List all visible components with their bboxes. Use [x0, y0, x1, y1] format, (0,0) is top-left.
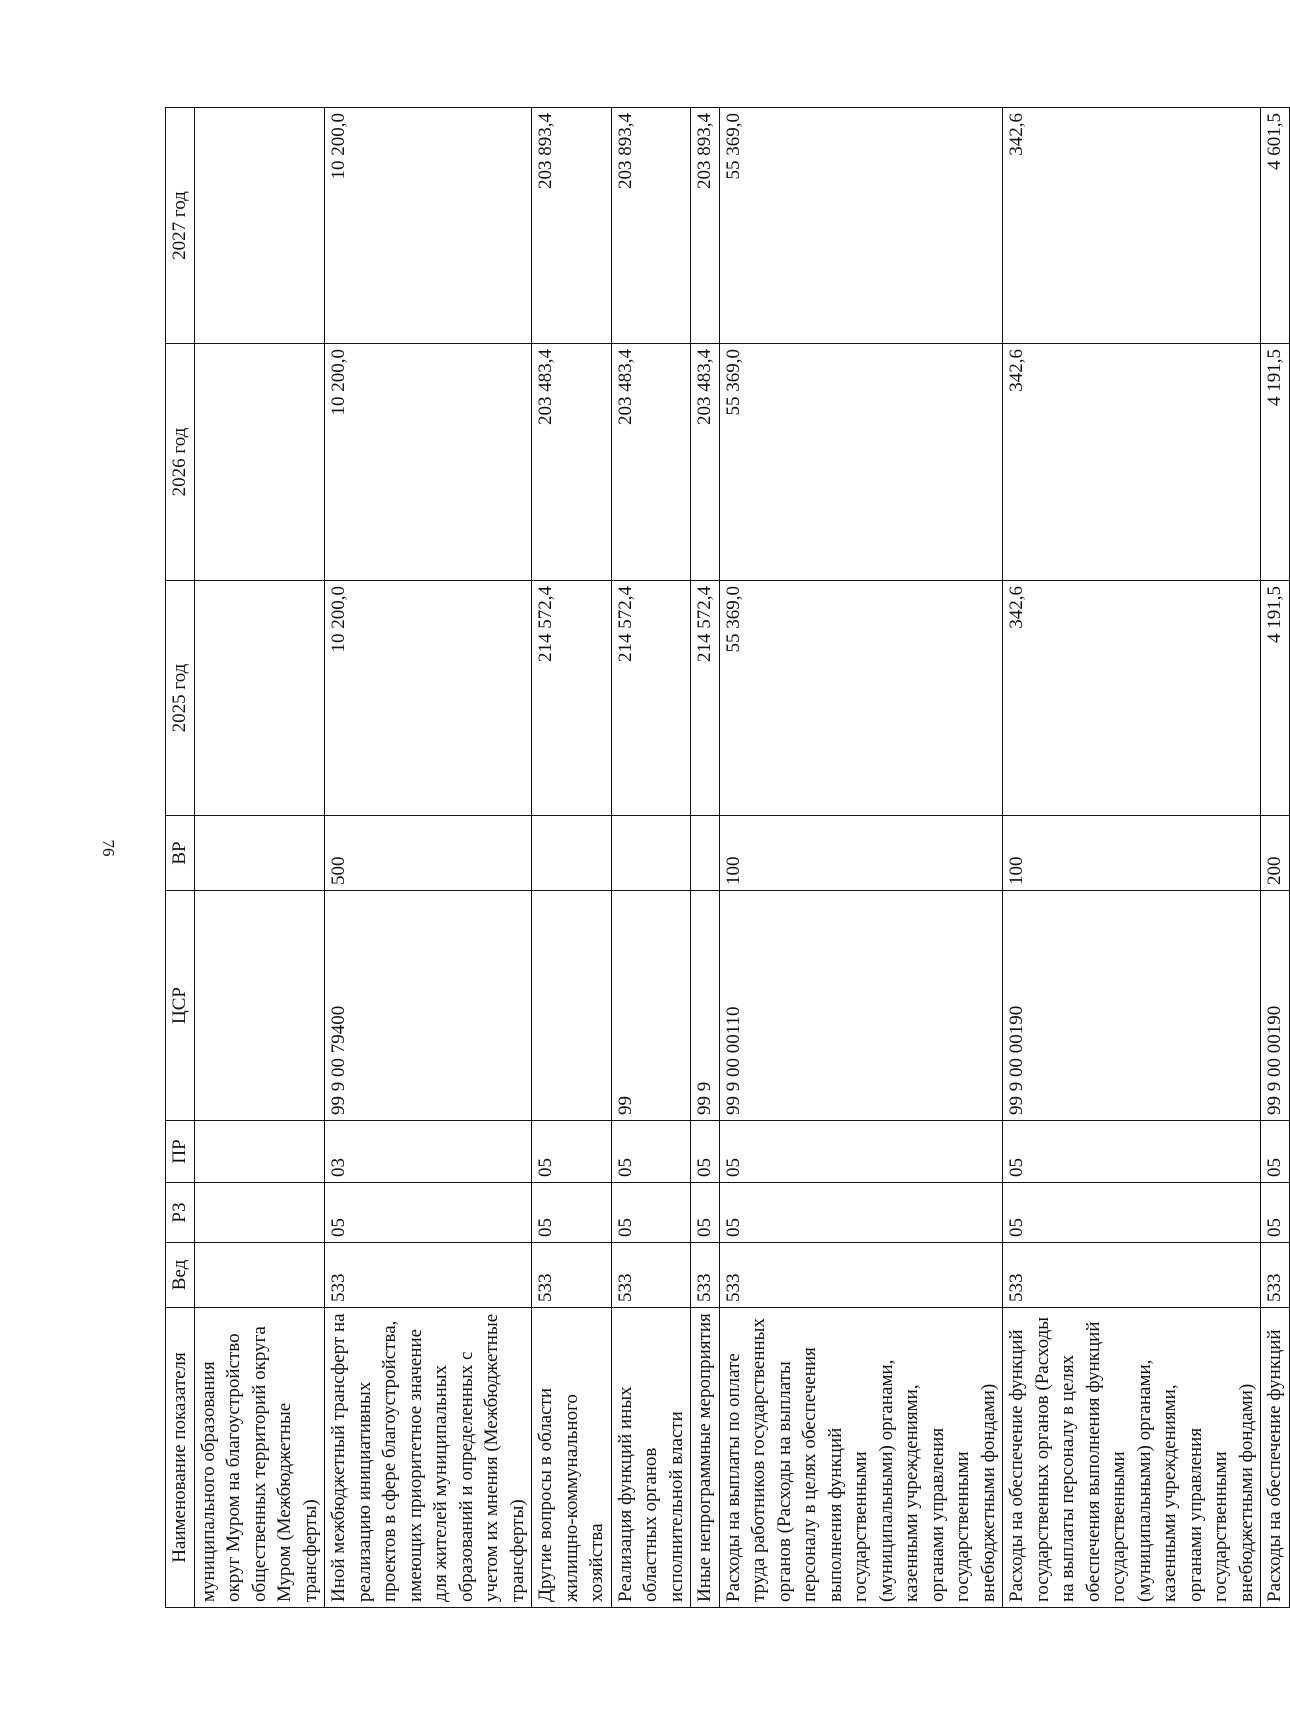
cell-pr: 05: [1003, 1121, 1261, 1183]
cell-vr: 100: [719, 816, 1003, 891]
cell-ved: [194, 1243, 325, 1308]
cell-pr: 05: [1261, 1121, 1290, 1183]
table-row: [691, 108, 720, 1608]
table-row: [194, 108, 325, 1608]
cell-2027: 55 369,0: [719, 108, 1003, 344]
cell-rz: 05: [1003, 1183, 1261, 1243]
table-row: [325, 108, 532, 1608]
cell-pr: 05: [611, 1121, 691, 1183]
cell-2025: [194, 581, 325, 816]
cell-2027: 203 893,4: [611, 108, 691, 344]
cell-csr: [532, 891, 612, 1121]
cell-2027: 4 601,5: [1261, 108, 1290, 344]
cell-rz: 05: [691, 1183, 720, 1243]
cell-2027: 203 893,4: [532, 108, 612, 344]
cell-name: Иные непрограммные мероприятия: [691, 1308, 720, 1608]
cell-2026: 203 483,4: [691, 344, 720, 581]
cell-csr: 99 9: [691, 891, 720, 1121]
cell-2025: 214 572,4: [532, 581, 612, 816]
cell-2025: 10 200,0: [325, 581, 532, 816]
cell-csr: 99 9 00 00110: [719, 891, 1003, 1121]
cell-ved: 533: [325, 1243, 532, 1308]
cell-csr: 99 9 00 00190: [1003, 891, 1261, 1121]
table-row: [532, 108, 612, 1608]
cell-name: Реализация функций иных областных органов исполнительной власти: [611, 1308, 691, 1608]
cell-vr: [691, 816, 720, 891]
cell-rz: 05: [1261, 1183, 1290, 1243]
header-2026: 2026 год: [166, 344, 195, 581]
cell-ved: 533: [1003, 1243, 1261, 1308]
cell-pr: 05: [691, 1121, 720, 1183]
header-ved: Вед: [166, 1243, 195, 1308]
cell-2026: 10 200,0: [325, 344, 532, 581]
cell-2025: 4 191,5: [1261, 581, 1290, 816]
header-vr: ВР: [166, 816, 195, 891]
cell-rz: 05: [719, 1183, 1003, 1243]
header-2027: 2027 год: [166, 108, 195, 344]
header-csr: ЦСР: [166, 891, 195, 1121]
rotated-page: [165, 108, 1285, 1608]
cell-2027: 10 200,0: [325, 108, 532, 344]
cell-name: муниципального образования округ Муром на благоустройство общественных территорий округа Муром (Межбюджетные трансферты): [194, 1308, 325, 1608]
header-pr: ПР: [166, 1121, 195, 1183]
header-2025: 2025 год: [166, 581, 195, 816]
cell-name: Расходы на обеспечение функций государственных органов (Расходы на выплаты персоналу в целях обеспечения выполнения функций государственными (муниципальными) органами, казенными учреждениями, органами управления государственными внебюджетными фондами): [1003, 1308, 1261, 1608]
cell-2026: 4 191,5: [1261, 344, 1290, 581]
cell-ved: 533: [532, 1243, 612, 1308]
cell-csr: [194, 891, 325, 1121]
table-row: [1261, 108, 1290, 1608]
cell-2026: 203 483,4: [611, 344, 691, 581]
cell-name: Другие вопросы в области жилищно-коммунального хозяйства: [532, 1308, 612, 1608]
header-name: Наименование показателя: [166, 1308, 195, 1608]
cell-ved: 533: [611, 1243, 691, 1308]
cell-name: Иной межбюджетный трансферт на реализацию инициативных проектов в сфере благоустройства, имеющих приоритетное значение для жителей муниципальных образований и определенных с учетом их мнения (Межбюджетные трансферты): [325, 1308, 532, 1608]
table-row: [1003, 108, 1261, 1608]
cell-2026: 55 369,0: [719, 344, 1003, 581]
cell-2026: 342,6: [1003, 344, 1261, 581]
cell-vr: 500: [325, 816, 532, 891]
cell-rz: [194, 1183, 325, 1243]
cell-vr: 200: [1261, 816, 1290, 891]
cell-vr: [611, 816, 691, 891]
cell-pr: 05: [532, 1121, 612, 1183]
cell-2025: 214 572,4: [691, 581, 720, 816]
cell-rz: 05: [532, 1183, 612, 1243]
cell-name: Расходы на обеспечение функций: [1261, 1308, 1290, 1608]
header-rz: РЗ: [166, 1183, 195, 1243]
cell-vr: [194, 816, 325, 891]
cell-name: Расходы на выплаты по оплате труда работников государственных органов (Расходы на выплаты персоналу в целях обеспечения выполнения функций государственными (муниципальными) органами, казенными учреждениями, органами управления государственными внебюджетными фондами): [719, 1308, 1003, 1608]
cell-vr: [532, 816, 612, 891]
cell-csr: 99: [611, 891, 691, 1121]
cell-2026: [194, 344, 325, 581]
table-row: [719, 108, 1003, 1608]
cell-csr: 99 9 00 79400: [325, 891, 532, 1121]
table-row: [611, 108, 691, 1608]
cell-2027: 342,6: [1003, 108, 1261, 344]
cell-2026: 203 483,4: [532, 344, 612, 581]
budget-table: [165, 107, 1290, 1608]
cell-2025: 342,6: [1003, 581, 1261, 816]
cell-2025: 55 369,0: [719, 581, 1003, 816]
cell-pr: [194, 1121, 325, 1183]
cell-rz: 05: [325, 1183, 532, 1243]
page-number: 76: [99, 839, 118, 857]
table-header-row: [166, 108, 195, 1608]
cell-pr: 05: [719, 1121, 1003, 1183]
cell-csr: 99 9 00 00190: [1261, 891, 1290, 1121]
cell-ved: 533: [1261, 1243, 1290, 1308]
cell-ved: 533: [691, 1243, 720, 1308]
cell-ved: 533: [719, 1243, 1003, 1308]
cell-2027: 203 893,4: [691, 108, 720, 344]
cell-2025: 214 572,4: [611, 581, 691, 816]
cell-rz: 05: [611, 1183, 691, 1243]
cell-pr: 03: [325, 1121, 532, 1183]
cell-vr: 100: [1003, 816, 1261, 891]
cell-2027: [194, 108, 325, 344]
